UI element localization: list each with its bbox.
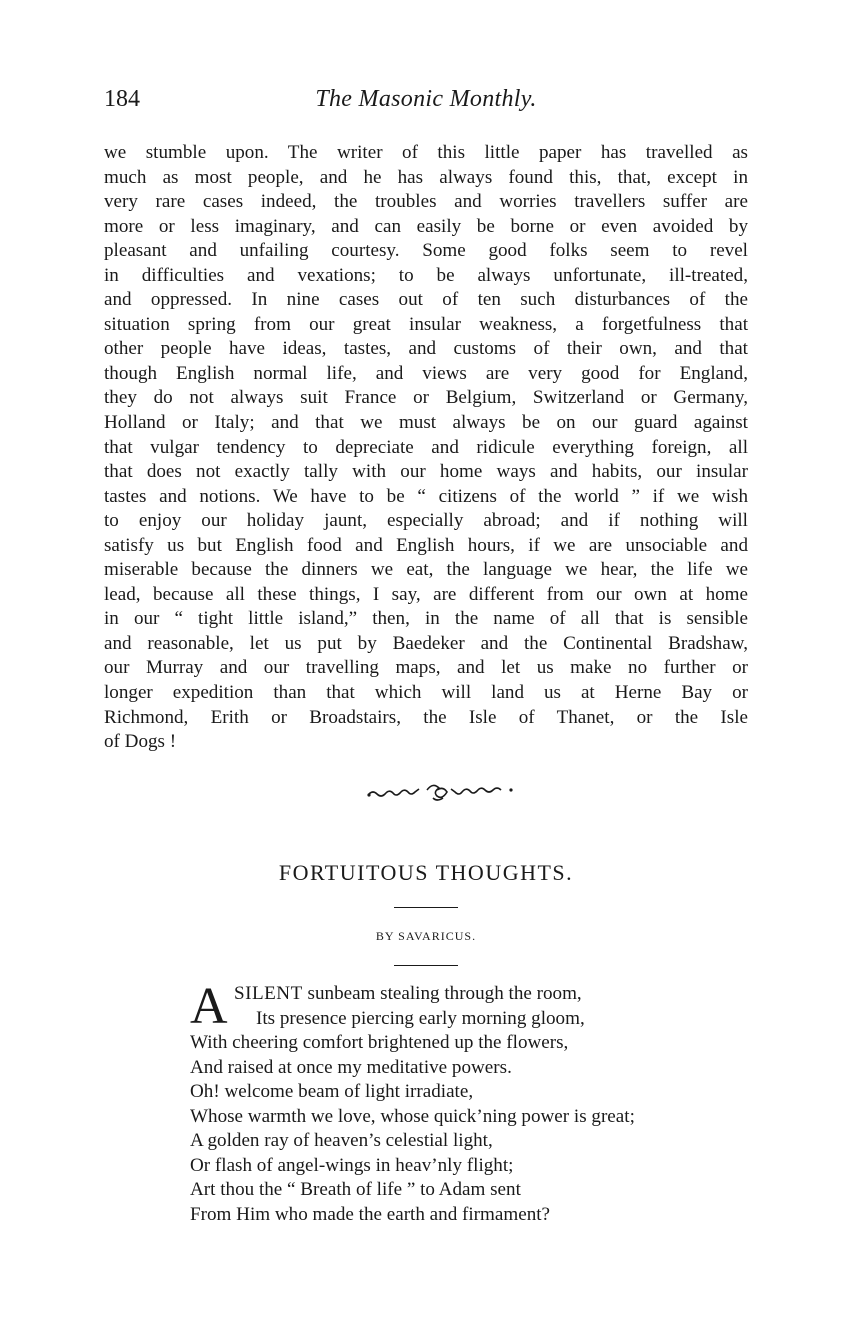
prose-line: other people have ideas, tastes, and customs of their own, and that [104, 338, 748, 360]
prose-line: tastes and notions. We have to be “ citizens of the world ” if we wish [104, 485, 748, 507]
running-head [104, 86, 748, 120]
prose-line: in our “ tight little island,” then, in the name of all that is sensible [104, 608, 748, 630]
prose-line: more or less imaginary, and can easily be borne or even avoided by [104, 215, 748, 237]
prose-line: our Murray and our travelling maps, and let us make no further or [104, 657, 748, 679]
poem-line: And raised at once my meditative powers. [190, 1056, 512, 1078]
prose-line: very rare cases indeed, the troubles and worries travellers suffer are [104, 191, 748, 213]
prose-line: they do not always suit France or Belgium, Switzerland or Germany, [104, 387, 748, 409]
poem-line: With cheering comfort brightened up the flowers, [190, 1032, 569, 1053]
rule-above-byline [394, 907, 458, 908]
poem [190, 978, 750, 1227]
section-title: FORTUITOUS THOUGHTS. [278, 860, 574, 885]
poem-line: From Him who made the earth and firmament? [190, 1203, 551, 1225]
prose-line: that vulgar tendency to depreciate and ridicule everything foreign, all [104, 436, 748, 458]
prose-line: Holland or Italy; and that we must always be on our guard against [104, 412, 748, 434]
prose-line: miserable because the dinners we eat, the language we hear, the life we [104, 559, 748, 581]
poem-first-line-rest: sunbeam stealing through the room, [302, 983, 582, 1004]
article-body [104, 141, 748, 755]
prose-line: pleasant and unfailing courtesy. Some good folks seem to revel [104, 240, 748, 262]
prose-line: in difficulties and vexations; to be always unfortunate, ill-treated, [104, 264, 748, 286]
prose-line: that does not exactly tally with our home ways and habits, our insular [104, 461, 748, 483]
page-number: 184 [104, 86, 140, 112]
prose-line: to enjoy our holiday jaunt, especially abroad; and if nothing will [104, 510, 748, 532]
prose-line: much as most people, and he has always found this, that, except in [104, 166, 748, 188]
poem-first-word: SILENT [234, 983, 303, 1004]
poem-line: Its presence piercing early morning gloom, [256, 1007, 585, 1029]
poem-line: Art thou the “ Breath of life ” to Adam sent [190, 1179, 521, 1200]
rule-below-byline [394, 965, 458, 966]
poem-line: A golden ray of heaven’s celestial light, [190, 1130, 493, 1151]
prose-line: we stumble upon. The writer of this little paper has travelled as [104, 142, 748, 163]
prose-line: longer expedition than that which will land us at Herne Bay or [104, 682, 748, 704]
poem-line: Or flash of angel-wings in heav’nly flight; [190, 1154, 514, 1176]
prose-line: and reasonable, let us put by Baedeker and the Continental Bradshaw, [104, 632, 748, 654]
poem-line [190, 982, 750, 1007]
dropcap-letter: A [190, 978, 228, 1035]
byline: BY SAVARICUS. [375, 929, 477, 943]
journal-title: The Masonic Monthly. [315, 86, 537, 112]
prose-line: of Dogs ! [104, 731, 177, 753]
prose-line: and oppressed. In nine cases out of ten such disturbances of the [104, 289, 748, 311]
poem-line: Whose warmth we love, whose quick’ning power is great; [190, 1105, 635, 1127]
prose-line: satisfy us but English food and English hours, if we are unsociable and [104, 534, 748, 556]
prose-line: lead, because all these things, I say, are different from our own at home [104, 583, 748, 605]
scroll-flourish-icon [365, 778, 515, 808]
prose-line: situation spring from our great insular weakness, a forgetfulness that [104, 313, 748, 335]
poem-line: Oh! welcome beam of light irradiate, [190, 1081, 474, 1102]
prose-line: though English normal life, and views are very good for England, [104, 362, 748, 384]
prose-line: Richmond, Erith or Broadstairs, the Isle of Thanet, or the Isle [104, 706, 748, 728]
